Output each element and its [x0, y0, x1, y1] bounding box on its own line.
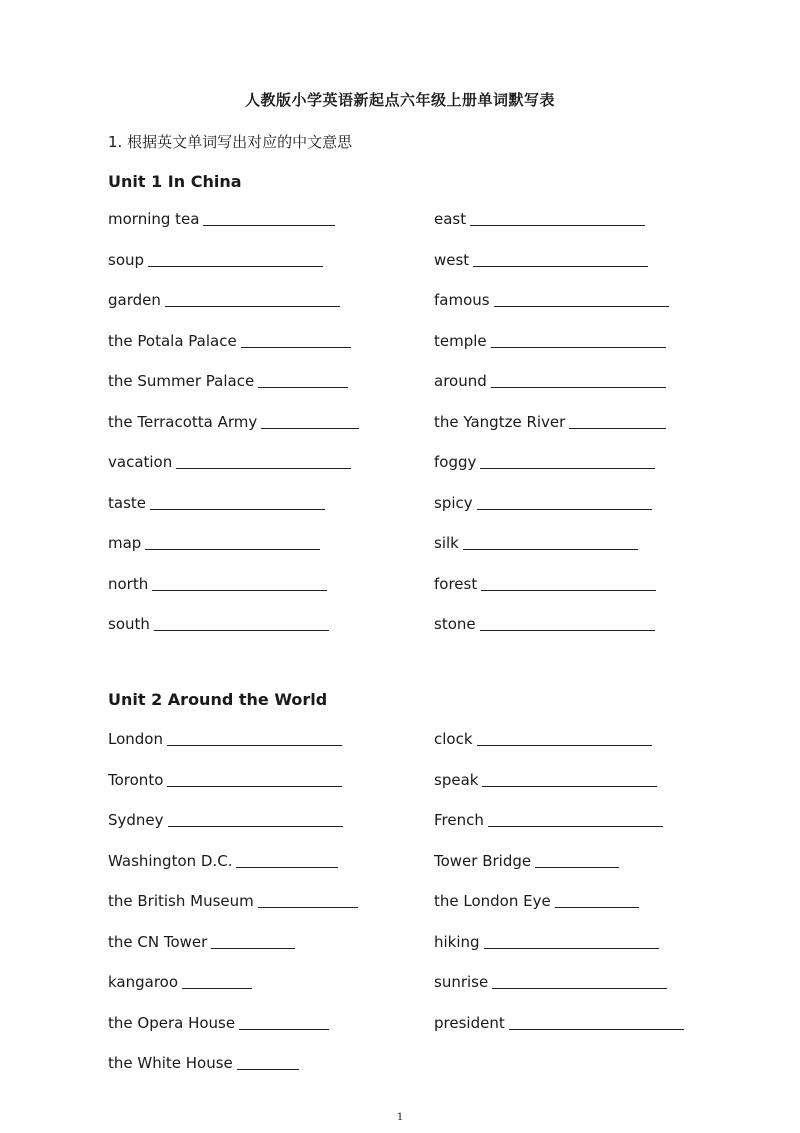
vocab-item	[108, 615, 438, 656]
vocab-word: hiking	[434, 932, 480, 951]
vocab-word: taste	[108, 493, 146, 512]
vocab-word: French	[434, 811, 484, 829]
vocab-item	[108, 251, 438, 292]
vocab-word: the Yangtze River	[434, 412, 566, 431]
answer-blank-line[interactable]	[473, 265, 648, 267]
vocab-word: the CN Tower	[108, 932, 208, 951]
unit1-heading: Unit 1 In China	[108, 172, 242, 191]
answer-blank-line[interactable]	[482, 785, 657, 787]
vocab-item	[108, 413, 438, 454]
vocab-item	[434, 332, 764, 373]
answer-blank-line[interactable]	[237, 1068, 299, 1070]
answer-blank-line[interactable]	[165, 305, 340, 307]
answer-blank-line[interactable]	[463, 548, 638, 550]
instruction-text: 1. 根据英文单词写出对应的中文意思	[108, 133, 353, 151]
vocab-word: Toronto	[108, 770, 164, 789]
vocab-item	[434, 372, 764, 413]
vocab-word: famous	[434, 291, 490, 309]
vocab-word: the Summer Palace	[108, 372, 255, 390]
vocab-item	[108, 730, 438, 771]
unit1-left-column	[108, 210, 438, 656]
vocab-word: sunrise	[434, 973, 489, 991]
answer-blank-line[interactable]	[145, 548, 320, 550]
vocab-item	[108, 494, 438, 535]
vocab-word: forest	[434, 574, 478, 593]
answer-blank-line[interactable]	[176, 467, 351, 469]
vocab-word: the British Museum	[108, 892, 254, 910]
vocab-word: kangaroo	[108, 973, 179, 991]
answer-blank-line[interactable]	[150, 508, 325, 510]
vocab-item	[434, 494, 764, 535]
vocab-item	[108, 973, 438, 1014]
vocab-word: west	[434, 250, 470, 269]
vocab-item	[108, 1014, 438, 1055]
answer-blank-line[interactable]	[258, 386, 348, 388]
vocab-item	[108, 453, 438, 494]
vocab-item	[108, 372, 438, 413]
answer-blank-line[interactable]	[167, 744, 342, 746]
vocab-item	[434, 575, 764, 616]
vocab-word: vacation	[108, 453, 173, 471]
vocab-word: spicy	[434, 493, 473, 512]
answer-blank-line[interactable]	[492, 987, 667, 989]
vocab-item	[108, 933, 438, 974]
vocab-item	[434, 291, 764, 332]
vocab-item	[108, 1054, 438, 1095]
vocab-word: the London Eye	[434, 892, 551, 910]
answer-blank-line[interactable]	[494, 305, 669, 307]
vocab-item	[108, 811, 438, 852]
unit2-left-column	[108, 730, 438, 1095]
answer-blank-line[interactable]	[477, 508, 652, 510]
vocab-word: speak	[434, 770, 479, 789]
vocab-word: president	[434, 1013, 505, 1032]
vocab-item	[434, 973, 764, 1014]
vocab-word: Tower Bridge	[434, 851, 532, 870]
answer-blank-line[interactable]	[535, 866, 619, 868]
vocab-word: the Potala Palace	[108, 331, 237, 350]
answer-blank-line[interactable]	[182, 987, 252, 989]
vocab-word: north	[108, 574, 149, 593]
answer-blank-line[interactable]	[211, 947, 295, 949]
answer-blank-line[interactable]	[167, 785, 342, 787]
vocab-item	[434, 1014, 764, 1055]
vocab-word: soup	[108, 250, 145, 269]
answer-blank-line[interactable]	[148, 265, 323, 267]
vocab-word: the White House	[108, 1054, 233, 1072]
answer-blank-line[interactable]	[258, 906, 358, 908]
answer-blank-line[interactable]	[480, 629, 655, 631]
vocab-word: east	[434, 210, 467, 228]
vocab-item	[434, 892, 764, 933]
vocab-item	[108, 210, 438, 251]
answer-blank-line[interactable]	[477, 744, 652, 746]
unit1-right-column	[434, 210, 764, 656]
answer-blank-line[interactable]	[509, 1028, 684, 1030]
answer-blank-line[interactable]	[239, 1028, 329, 1030]
answer-blank-line[interactable]	[241, 346, 351, 348]
vocab-word: stone	[434, 615, 476, 633]
vocab-word: the Opera House	[108, 1013, 236, 1032]
vocab-item	[434, 453, 764, 494]
vocab-word: around	[434, 372, 487, 390]
unit2-right-column	[434, 730, 764, 1054]
vocab-word: south	[108, 615, 150, 633]
vocab-word: foggy	[434, 453, 477, 471]
vocab-word: London	[108, 730, 163, 748]
vocab-word: garden	[108, 291, 161, 309]
answer-blank-line[interactable]	[488, 825, 663, 827]
vocab-item	[434, 852, 764, 893]
vocab-item	[108, 332, 438, 373]
answer-blank-line[interactable]	[168, 825, 343, 827]
page-title: 人教版小学英语新起点六年级上册单词默写表	[244, 91, 555, 109]
vocab-item	[108, 852, 438, 893]
answer-blank-line[interactable]	[481, 589, 656, 591]
vocab-word: Washington D.C.	[108, 851, 233, 870]
vocab-word: temple	[434, 331, 487, 350]
vocab-item	[434, 730, 764, 771]
page-number: 1	[396, 1112, 404, 1123]
vocab-word: silk	[434, 534, 459, 552]
vocab-item	[108, 534, 438, 575]
answer-blank-line[interactable]	[236, 866, 338, 868]
unit2-heading: Unit 2 Around the World	[108, 690, 328, 709]
vocab-item	[108, 892, 438, 933]
answer-blank-line[interactable]	[480, 467, 655, 469]
answer-blank-line[interactable]	[555, 906, 639, 908]
vocab-item	[434, 251, 764, 292]
vocab-item	[434, 534, 764, 575]
answer-blank-line[interactable]	[203, 224, 335, 226]
vocab-word: clock	[434, 730, 473, 748]
vocab-item	[434, 413, 764, 454]
vocab-item	[434, 615, 764, 656]
answer-blank-line[interactable]	[152, 589, 327, 591]
answer-blank-line[interactable]	[491, 346, 666, 348]
vocab-item	[108, 575, 438, 616]
answer-blank-line[interactable]	[154, 629, 329, 631]
vocab-item	[434, 811, 764, 852]
answer-blank-line[interactable]	[261, 427, 359, 429]
answer-blank-line[interactable]	[491, 386, 666, 388]
vocab-item	[434, 210, 764, 251]
vocab-item	[108, 771, 438, 812]
vocab-word: the Terracotta Army	[108, 412, 258, 431]
answer-blank-line[interactable]	[569, 427, 666, 429]
answer-blank-line[interactable]	[470, 224, 645, 226]
vocab-item	[108, 291, 438, 332]
answer-blank-line[interactable]	[484, 947, 659, 949]
vocab-word: map	[108, 534, 142, 552]
vocab-item	[434, 771, 764, 812]
vocab-word: Sydney	[108, 811, 164, 829]
vocab-item	[434, 933, 764, 974]
vocab-word: morning tea	[108, 210, 200, 228]
